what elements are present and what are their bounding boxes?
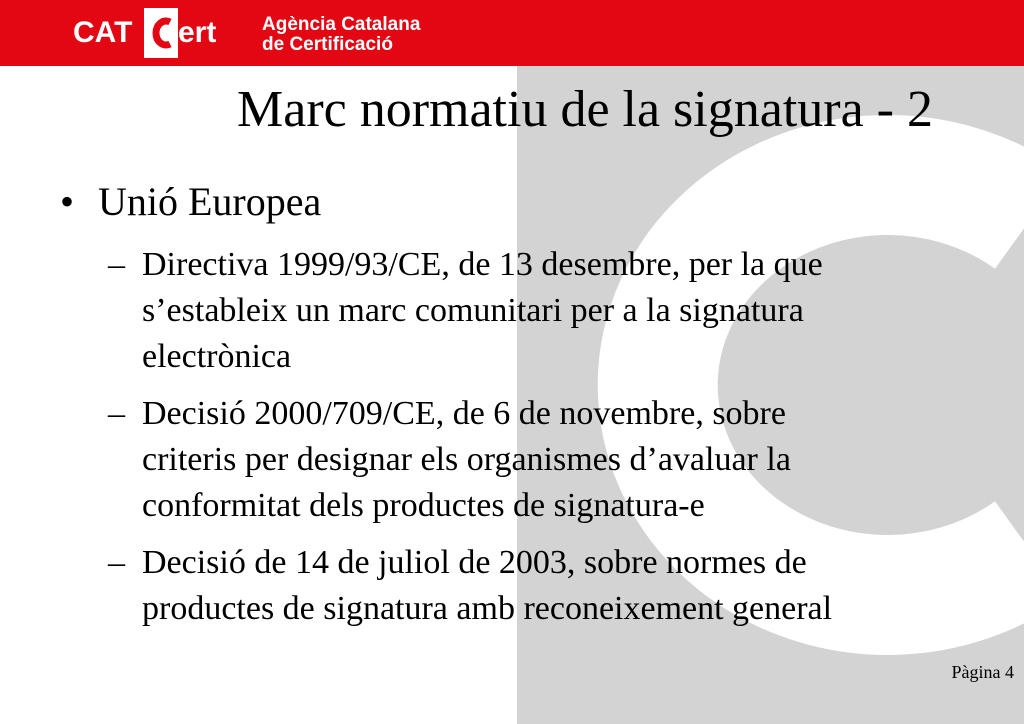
agency-name <box>262 15 420 55</box>
logo-text-ert: ert <box>178 16 217 49</box>
sub-item-line: productes de signatura amb reconeixement general <box>142 590 833 627</box>
sub-item <box>108 391 938 529</box>
sub-item-line: Directiva 1999/93/CE, de 13 desembre, per la que <box>142 246 823 283</box>
bullet-text: Unió Europea <box>98 179 322 224</box>
logo-c-block <box>144 8 178 58</box>
sub-item-line: electrònica <box>142 338 292 375</box>
sub-item-line: criteris per designar els organismes d’avaluar la <box>142 441 791 478</box>
logo-text-cat: CAT <box>73 16 133 49</box>
sub-item-line: conformitat dels productes de signatura-e <box>142 487 705 524</box>
bullet-item <box>60 178 321 226</box>
bullet-marker: • <box>60 179 75 224</box>
agency-line-1: Agència Catalana <box>262 14 421 35</box>
sub-item <box>108 242 938 380</box>
sub-item-marker: – <box>108 246 125 283</box>
catcert-logo <box>70 8 250 58</box>
page-number: Pàgina 4 <box>951 662 1014 682</box>
sub-item-marker: – <box>108 395 125 432</box>
slide-title: Marc normatiu de la signatura - 2 <box>237 81 933 138</box>
sub-item <box>108 540 938 632</box>
sub-item-line: Decisió 2000/709/CE, de 6 de novembre, sobre <box>142 395 786 432</box>
sub-item-line: s’estableix un marc comunitari per a la signatura <box>142 292 804 329</box>
sub-item-marker: – <box>108 544 125 581</box>
sub-item-line: Decisió de 14 de juliol de 2003, sobre normes de <box>142 544 807 581</box>
agency-line-2: de Certificació <box>262 34 393 55</box>
header-bar <box>0 0 1024 66</box>
